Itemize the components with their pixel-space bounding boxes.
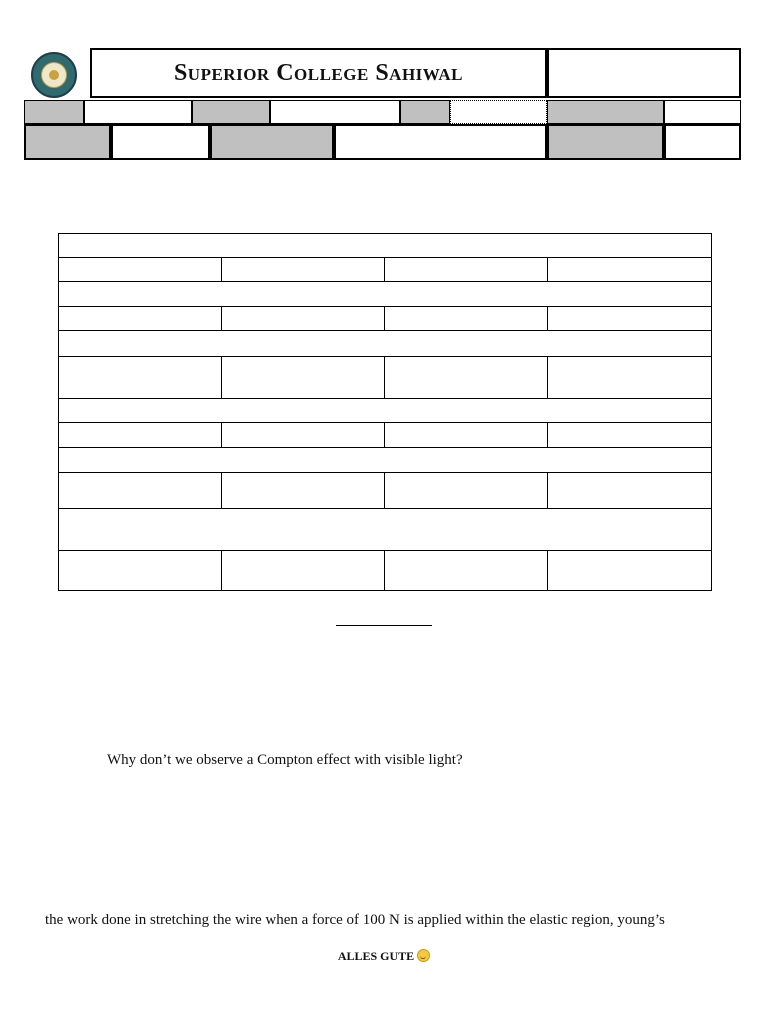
table-cell bbox=[221, 422, 385, 448]
header-field-cell bbox=[84, 100, 192, 124]
table-cell bbox=[221, 257, 385, 282]
table-cell bbox=[384, 356, 548, 399]
table-cell bbox=[58, 422, 222, 448]
header-grey-cell bbox=[210, 124, 334, 160]
table-cell bbox=[58, 550, 222, 591]
table-row bbox=[58, 330, 712, 357]
title-box bbox=[90, 48, 547, 98]
footer bbox=[0, 949, 768, 964]
table-cell bbox=[547, 356, 712, 399]
header-grey-cell bbox=[192, 100, 270, 124]
header-grey-cell bbox=[547, 124, 664, 160]
header-field-cell bbox=[111, 124, 210, 160]
table-cell bbox=[384, 306, 548, 331]
header-field-cell bbox=[664, 124, 741, 160]
page-title: Superior College Sahiwal bbox=[173, 60, 464, 86]
table-cell bbox=[221, 550, 385, 591]
table-cell bbox=[384, 422, 548, 448]
header-grey-cell bbox=[24, 124, 111, 160]
header-side-box bbox=[547, 48, 741, 98]
college-seal-inner bbox=[41, 62, 67, 88]
table-cell bbox=[221, 306, 385, 331]
table-cell bbox=[58, 306, 222, 331]
table-cell bbox=[221, 472, 385, 509]
question-compton: Why don’t we observe a Compton effect with visible light? bbox=[107, 752, 463, 768]
college-seal-icon bbox=[31, 52, 77, 98]
table-cell bbox=[384, 550, 548, 591]
footer-text: ALLES GUTE bbox=[337, 949, 415, 963]
section-divider bbox=[336, 625, 432, 626]
header-field-cell bbox=[450, 100, 547, 124]
header-grey-cell bbox=[547, 100, 664, 124]
table-row bbox=[58, 447, 712, 473]
table-cell bbox=[221, 356, 385, 399]
table-cell bbox=[547, 257, 712, 282]
table-row bbox=[58, 508, 712, 551]
table-cell bbox=[58, 257, 222, 282]
table-row bbox=[58, 233, 712, 258]
header-field-cell bbox=[334, 124, 547, 160]
table-cell bbox=[58, 356, 222, 399]
header-grey-cell bbox=[24, 100, 84, 124]
table-cell bbox=[547, 422, 712, 448]
table-row bbox=[58, 398, 712, 423]
college-seal-core bbox=[49, 70, 59, 80]
header-field-cell bbox=[664, 100, 741, 124]
table-cell bbox=[384, 257, 548, 282]
table-cell bbox=[384, 472, 548, 509]
header-grey-cell bbox=[400, 100, 450, 124]
table-cell bbox=[547, 306, 712, 331]
table-cell bbox=[547, 472, 712, 509]
header-field-cell bbox=[270, 100, 400, 124]
table-cell bbox=[547, 550, 712, 591]
smiley-face-icon bbox=[417, 949, 430, 962]
table-cell bbox=[58, 472, 222, 509]
question-work-done: the work done in stretching the wire when a force of 100 N is applied within the elastic region, young’s bbox=[45, 912, 665, 928]
table-row bbox=[58, 281, 712, 307]
